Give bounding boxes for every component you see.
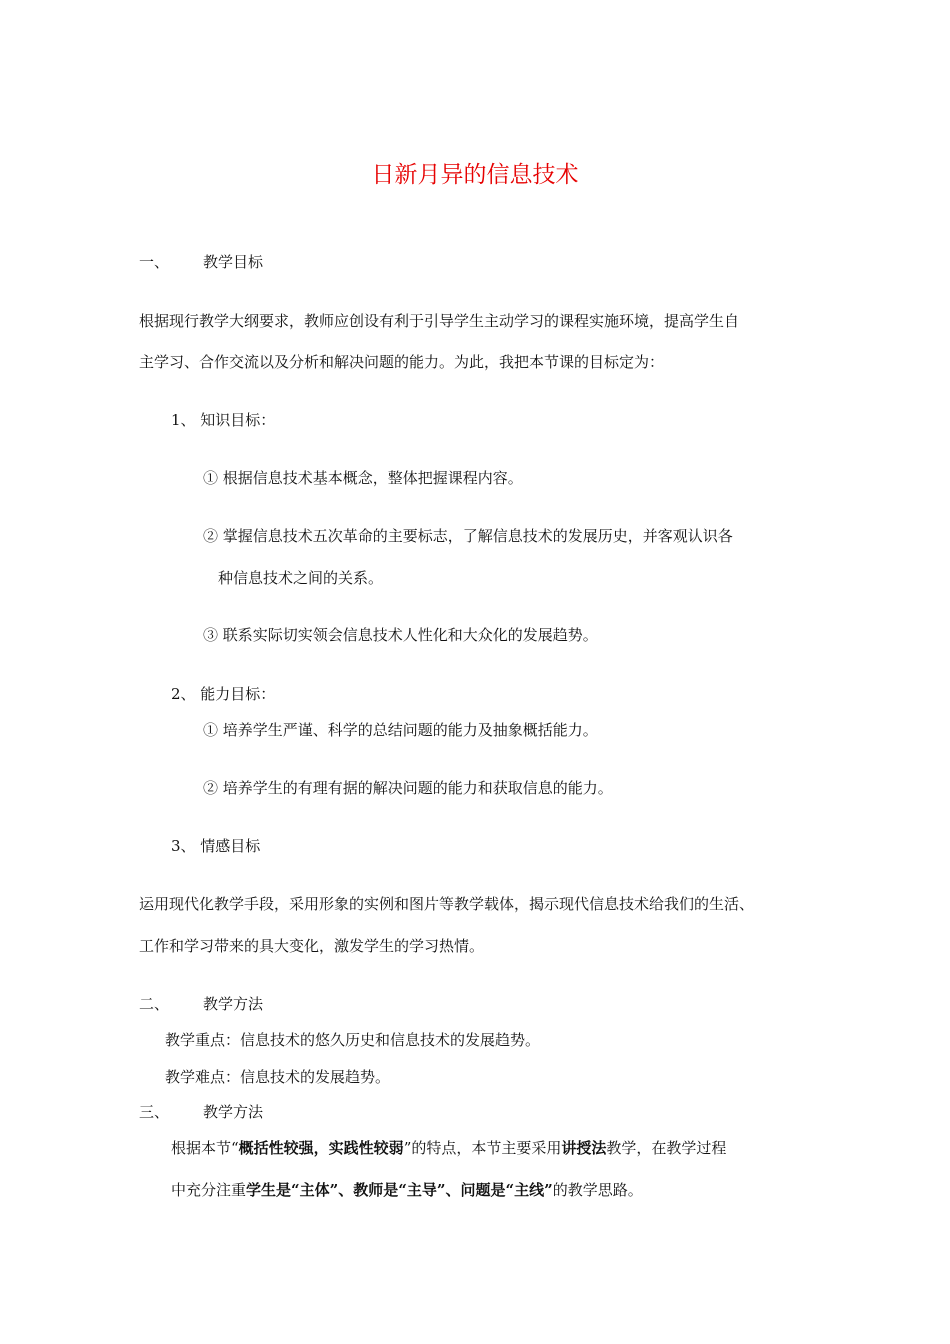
knowledge-goal-item-1: ① 根据信息技术基本概念，整体把握课程内容。 <box>203 469 523 487</box>
method-text: 的教学思路。 <box>552 1181 643 1199</box>
emotion-line-1: 运用现代化教学手段，采用形象的实例和图片等教学载体，揭示现代信息技术给我们的生活、 <box>139 895 755 913</box>
ability-goal-item-2: ② 培养学生的有理有据的解决问题的能力和获取信息的能力。 <box>203 779 613 797</box>
method-paragraph-line-1 <box>171 1138 726 1158</box>
method-emphasis: 讲授法 <box>561 1139 607 1157</box>
section-2-number: 二、 <box>139 995 170 1013</box>
section-1-heading: 教学目标 <box>203 253 264 271</box>
document-title: 日新月异的信息技术 <box>371 162 579 188</box>
method-text: 教学，在教学过程 <box>606 1139 727 1157</box>
ability-goal-heading: 2、 能力目标： <box>171 685 276 703</box>
knowledge-goal-item-2-cont: 种信息技术之间的关系。 <box>218 569 384 587</box>
knowledge-goal-item-3: ③ 联系实际切实领会信息技术人性化和大众化的发展趋势。 <box>203 626 598 644</box>
intro-line-1: 根据现行教学大纲要求，教师应创设有利于引导学生主动学习的课程实施环境，提高学生自 <box>139 312 740 330</box>
intro-line-2: 主学习、合作交流以及分析和解决问题的能力。为此，我把本节课的目标定为： <box>139 353 665 371</box>
method-text: ”的特点，本节主要采用 <box>403 1139 562 1157</box>
section-3-heading: 教学方法 <box>203 1103 264 1121</box>
method-emphasis: 概括性较强，实践性较弱 <box>238 1139 404 1157</box>
teaching-difficulty: 教学难点：信息技术的发展趋势。 <box>165 1068 391 1086</box>
emotion-goal-heading: 3、 情感目标 <box>171 837 261 855</box>
section-1-number: 一、 <box>139 253 170 271</box>
method-paragraph-line-2 <box>171 1180 643 1200</box>
emotion-line-2: 工作和学习带来的具大变化，激发学生的学习热情。 <box>139 937 485 955</box>
ability-goal-item-1: ① 培养学生严谨、科学的总结问题的能力及抽象概括能力。 <box>203 721 598 739</box>
method-emphasis: 学生是“主体”、教师是“主导”、问题是“主线” <box>246 1181 553 1199</box>
section-2-heading: 教学方法 <box>203 995 264 1013</box>
method-text: 根据本节“ <box>171 1139 239 1157</box>
knowledge-goal-item-2: ② 掌握信息技术五次革命的主要标志，了解信息技术的发展历史，并客观认识各 <box>203 527 733 545</box>
method-text: 中充分注重 <box>171 1181 247 1199</box>
section-3-number: 三、 <box>139 1103 170 1121</box>
teaching-focus: 教学重点：信息技术的悠久历史和信息技术的发展趋势。 <box>165 1031 541 1049</box>
knowledge-goal-heading: 1、 知识目标： <box>171 411 276 429</box>
